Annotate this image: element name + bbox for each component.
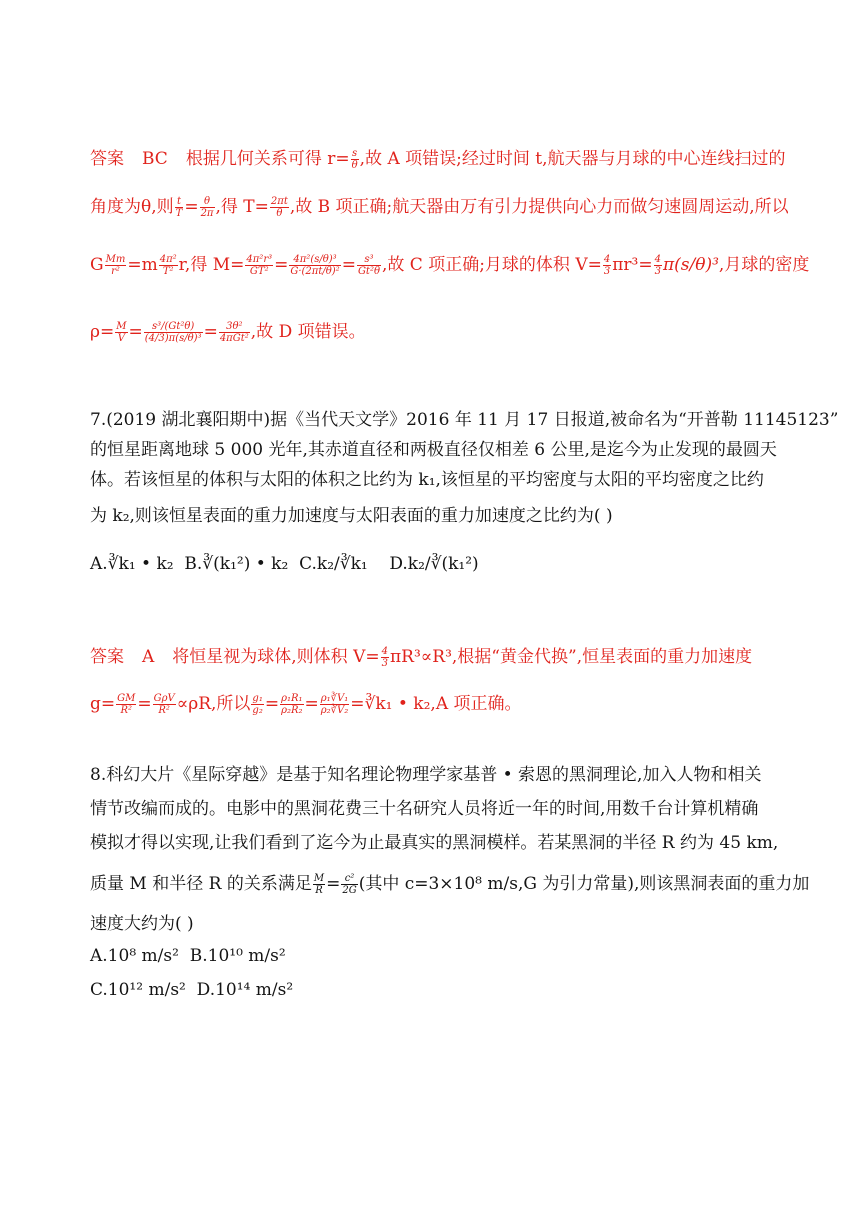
answer7-text: =∛k₁ • k₂,A 项正确。 — [350, 694, 522, 714]
fraction: $\frac{\text{c²}}{2G}$ — [342, 873, 357, 896]
fraction: $\frac{2\pi t}{\theta}$ — [270, 196, 288, 219]
fraction: $\frac{\text{ρ₁∛V₁}}{\text{ρ₂∛V₂}}$ — [320, 693, 349, 716]
option-b[interactable]: B.10¹⁰ m/s² — [189, 946, 286, 966]
fraction: $\frac{\text{ρ₁R₁}}{\text{ρ₂R₂}}$ — [281, 693, 303, 716]
option-a[interactable]: A.10⁸ m/s² — [90, 946, 179, 966]
fraction: $\frac{\text{4π²r³}}{\text{GT²}}$ — [246, 254, 273, 277]
fraction: $\frac{4}{3}$ — [381, 646, 388, 669]
answer6-text: ,故 D 项错误。 — [250, 322, 366, 342]
q7-options — [90, 552, 479, 576]
fraction: $\frac{s}{\theta}$ — [351, 148, 358, 171]
answer7-text: 将恒星视为球体,则体积 V= — [172, 647, 380, 667]
q8-text: 质量 M 和半径 R 的关系满足 — [90, 874, 312, 894]
fraction: $\frac{M}{R}$ — [313, 873, 325, 896]
q7-line1: 7.(2019 湖北襄阳期中)据《当代天文学》2016 年 11 月 17 日报道,被命名为“开普勒 11145123” — [90, 410, 839, 430]
answer6-text: 角度为θ,则 — [90, 197, 174, 217]
fraction: $\frac{\text{s³/(Gt²θ)}}{\text{(4/3)π(s/θ)³}}$ — [144, 321, 202, 344]
answer6-text: ,月球的密度 — [718, 255, 810, 275]
q8-options-row1 — [90, 944, 286, 968]
option-d[interactable]: D.k₂/∛(k₁²) — [389, 554, 479, 574]
answer6-text: πr³= — [612, 255, 653, 275]
fraction: $\frac{\text{s³}}{\text{Gt²θ}}$ — [357, 254, 380, 277]
option-c[interactable]: C.k₂/∛k₁ — [299, 554, 368, 574]
q7-line2: 的恒星距离地球 5 000 光年,其赤道直径和两极直径仅相差 6 公里,是迄今为止发现的最圆天 — [90, 440, 777, 460]
q8-line5: 速度大约为( ) — [90, 914, 194, 934]
answer6-line4: ρ= $\frac{M}{V}$ = $\frac{\text{s³/(Gt²θ)}}{\text{(4/3)π(s/θ)³}}$ = $\frac{\text{3θ²}}{\text{4πGt²}}$ ,故 D 项错误。 — [90, 321, 366, 344]
answer6-text: ,故 B 项正确;航天器由万有引力提供向心力而做匀速圆周运动,所以 — [289, 197, 789, 217]
q8-line1: 8.科幻大片《星际穿越》是基于知名理论物理学家基普 • 索恩的黑洞理论,加入人物和相关 — [90, 765, 762, 785]
equals: = — [184, 197, 199, 217]
fraction: $\frac{Mm}{\text{r²}}$ — [105, 254, 126, 277]
option-d[interactable]: D.10¹⁴ m/s² — [196, 980, 294, 1000]
fraction: $\frac{t}{T}$ — [175, 196, 183, 219]
answer6-line2 — [90, 195, 789, 219]
answer7-text: πR³∝R³,根据“黄金代换”,恒星表面的重力加速度 — [390, 647, 753, 667]
fraction: $\frac{M}{V}$ — [116, 321, 127, 344]
q8-text: (其中 c=3×10⁸ m/s,G 为引力常量),则该黑洞表面的重力加 — [358, 874, 810, 894]
answer6-text: G — [90, 255, 104, 275]
answer-choice: A — [142, 647, 155, 667]
option-b[interactable]: B.∛(k₁²) • k₂ — [184, 554, 289, 574]
answer-choice: BC — [142, 149, 168, 169]
q8-line4: 质量 M 和半径 R 的关系满足 $\frac{M}{R}$ = $\frac{\text{c²}}{2G}$ (其中 c=3×10⁸ m/s,G 为引力常量),则该黑洞表面的重力加 — [90, 873, 810, 896]
fraction: $\frac{4}{3}$ — [654, 254, 661, 277]
q8-options-row2 — [90, 978, 293, 1002]
answer6-text: =m — [127, 255, 158, 275]
answer6-text: ,故 A 项错误;经过时间 t,航天器与月球的中心连线扫过的 — [359, 149, 786, 169]
option-a[interactable]: A.∛k₁ • k₂ — [90, 554, 174, 574]
answer6-line3: G $\frac{Mm}{\text{r²}}$ =m $\frac{\text{4π²}}{\text{T²}}$ r,得 M= $\frac{\text{4π²r³}}{\text{GT²}}$ = $\frac{\text{4π²(s/θ)³}}{\text{G·(2πt/θ)²}}$ = $\frac{\text{s³}}{\text{Gt²θ}}$ ,故 C 项正确;月球的体积 V= $\frac{4}{3}$ πr³= $\frac{4}{3}$ π(s/θ)³,月球的密度 — [90, 254, 810, 277]
answer6-text: r,得 M= — [178, 255, 245, 275]
fraction: $\frac{4}{3}$ — [603, 254, 611, 277]
fraction: $\frac{GM}{\text{R²}}$ — [117, 693, 136, 716]
answer6-text: ,得 T= — [215, 197, 269, 217]
answer6-text: ρ= — [90, 322, 115, 342]
q7-line3: 体。若该恒星的体积与太阳的体积之比约为 k₁,该恒星的平均密度与太阳的平均密度之比约 — [90, 470, 764, 490]
answer7-text: ∝ρR,所以 — [176, 694, 251, 714]
answer7-line2: g= $\frac{GM}{\text{R²}}$ = $\frac{\text{GρV}}{\text{R²}}$ ∝ρR,所以 $\frac{\text{g₁}}{\text{g₂}}$ = $\frac{\text{ρ₁R₁}}{\text{ρ₂R₂}}$ = $\frac{\text{ρ₁∛V₁}}{\text{ρ₂∛V₂}}$ =∛k₁ • k₂,A 项正确。 — [90, 693, 522, 716]
answer6-text: ,故 C 项正确;月球的体积 V= — [381, 255, 602, 275]
fraction: $\frac{\theta}{2\pi}$ — [200, 196, 214, 219]
answer6-text: π(s/θ)³ — [662, 255, 719, 275]
answer-label: 答案 — [90, 647, 124, 667]
fraction: $\frac{\text{4π²}}{\text{T²}}$ — [159, 254, 177, 277]
q7-line4: 为 k₂,则该恒星表面的重力加速度与太阳表面的重力加速度之比约为( ) — [90, 506, 613, 526]
answer6-line1 — [90, 147, 786, 171]
answer7-line1 — [90, 645, 752, 669]
q8-line3: 模拟才得以实现,让我们看到了迄今为止最真实的黑洞模样。若某黑洞的半径 R 约为 45 km, — [90, 833, 779, 853]
option-c[interactable]: C.10¹² m/s² — [90, 980, 186, 1000]
q8-line2: 情节改编而成的。电影中的黑洞花费三十名研究人员将近一年的时间,用数千台计算机精确 — [90, 799, 759, 819]
answer-label: 答案 — [90, 149, 124, 169]
fraction: $\frac{\text{4π²(s/θ)³}}{\text{G·(2πt/θ)²}}$ — [290, 254, 340, 277]
fraction: $\frac{\text{3θ²}}{\text{4πGt²}}$ — [219, 321, 249, 344]
fraction: $\frac{\text{g₁}}{\text{g₂}}$ — [252, 693, 263, 716]
answer6-text: 根据几何关系可得 r= — [185, 149, 350, 169]
fraction: $\frac{\text{GρV}}{\text{R²}}$ — [153, 693, 175, 716]
answer7-text: g= — [90, 694, 116, 714]
